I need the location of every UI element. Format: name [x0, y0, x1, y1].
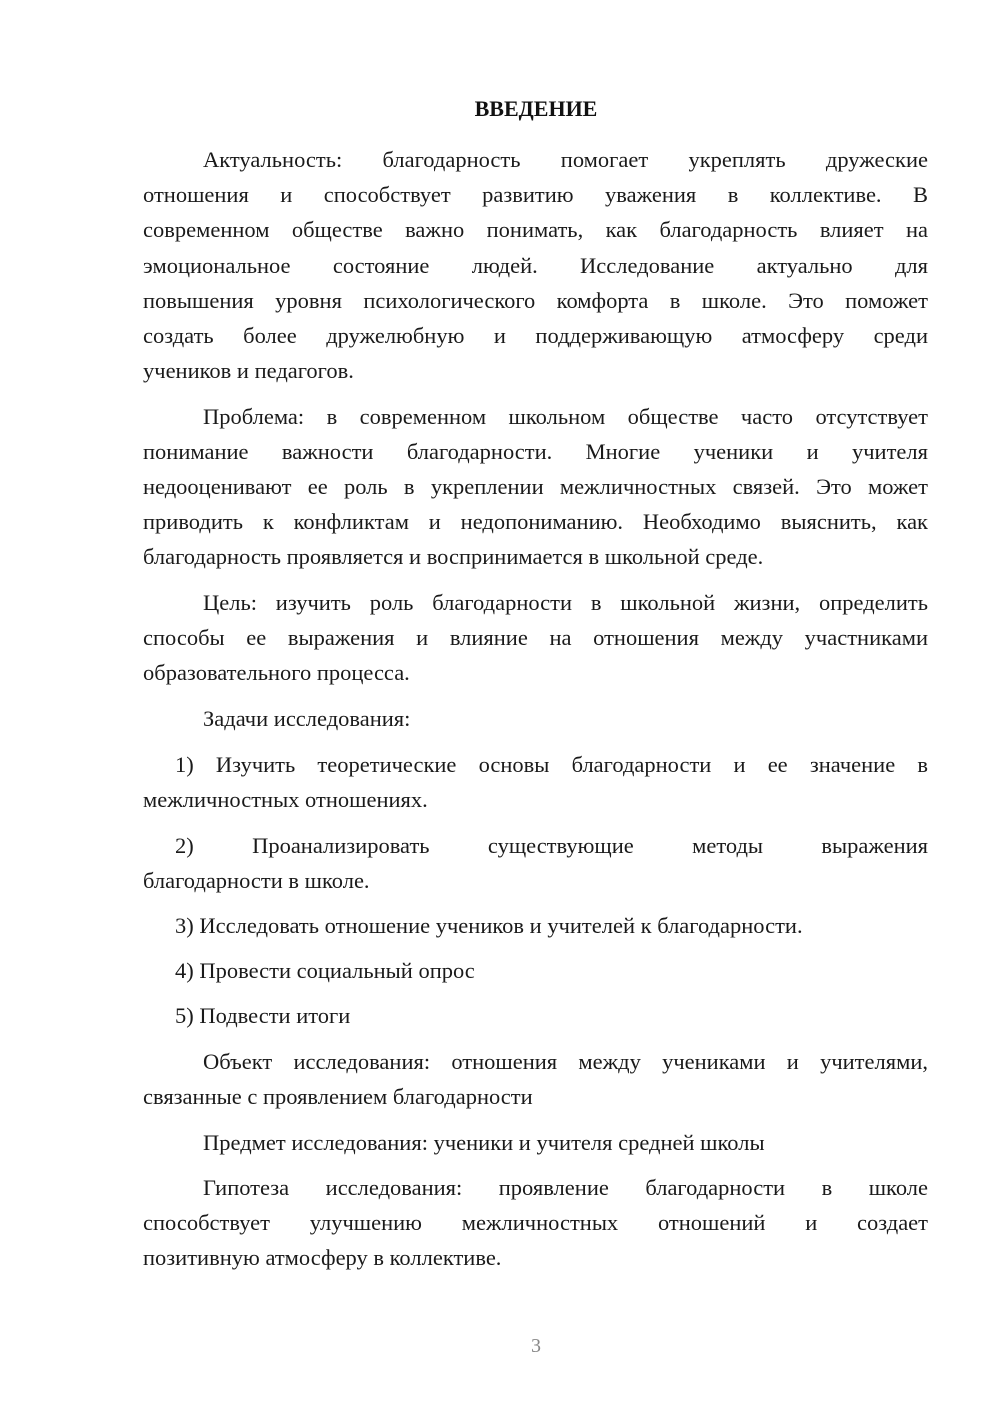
text-line: Актуальность: благодарность помогает укреплять дружеские — [203, 147, 928, 172]
text-line: Объект исследования: отношения между учениками и учителями, — [203, 1049, 928, 1074]
text-line: 4) Провести социальный опрос — [175, 958, 475, 983]
text-line: создать более дружелюбную и поддерживающую атмосферу среди — [143, 323, 928, 348]
text-line: современном обществе важно понимать, как благодарность влияет на — [143, 217, 928, 242]
text-line: повышения уровня психологического комфорта в школе. Это поможет — [143, 288, 928, 313]
text-line: благодарность проявляется и воспринимается в школьной среде. — [143, 544, 764, 569]
text-line: образовательного процесса. — [143, 660, 410, 685]
text-line: 3) Исследовать отношение учеников и учителей к благодарности. — [175, 913, 803, 938]
text-line: недооценивают ее роль в укреплении межличностных связей. Это может — [143, 474, 928, 499]
text-line: 5) Подвести итоги — [175, 1003, 351, 1028]
text-line: Задачи исследования: — [203, 706, 411, 731]
text-line: понимание важности благодарности. Многие ученики и учителя — [143, 439, 928, 464]
text-line: учеников и педагогов. — [143, 358, 354, 383]
text-line: способы ее выражения и влияние на отношения между участниками — [143, 625, 928, 650]
text-line: межличностных отношениях. — [143, 787, 428, 812]
text-line: позитивную атмосферу в коллективе. — [143, 1245, 502, 1270]
text-line: благодарности в школе. — [143, 868, 370, 893]
text-line: Проблема: в современном школьном обществе часто отсутствует — [203, 404, 928, 429]
text-line: способствует улучшению межличностных отношений и создает — [143, 1210, 928, 1235]
text-line: Предмет исследования: ученики и учителя средней школы — [203, 1130, 765, 1155]
text-line: эмоциональное состояние людей. Исследование актуально для — [143, 253, 928, 278]
text-line: приводить к конфликтам и недопониманию. Необходимо выяснить, как — [143, 509, 928, 534]
text-line: 2) Проанализировать существующие методы выражения — [175, 833, 928, 858]
text-line: отношения и способствует развитию уважения в коллективе. В — [143, 182, 928, 207]
page-number: 3 — [531, 1335, 541, 1357]
section-title: ВВЕДЕНИЕ — [474, 96, 598, 121]
text-line: Гипотеза исследования: проявление благодарности в школе — [203, 1175, 928, 1200]
text-line: Цель: изучить роль благодарности в школьной жизни, определить — [203, 590, 928, 615]
text-line: связанные с проявлением благодарности — [143, 1084, 533, 1109]
text-line: 1) Изучить теоретические основы благодарности и ее значение в — [175, 752, 928, 777]
